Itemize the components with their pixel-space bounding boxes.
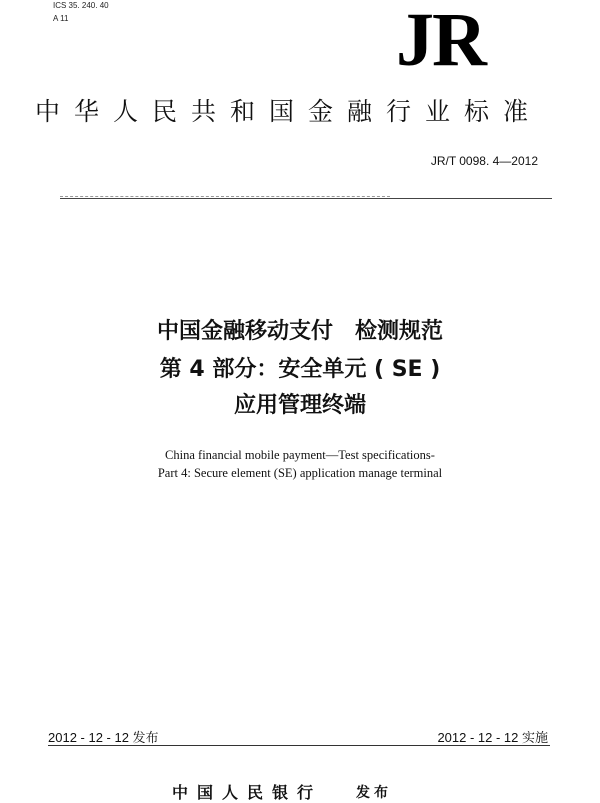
english-title-line-1: China financial mobile payment—Test specifications- <box>165 448 435 462</box>
ics-code: ICS 35. 240. 40 <box>53 1 109 10</box>
issuing-authority: 中国人民银行 <box>172 783 323 802</box>
top-divider-dashed <box>60 196 390 197</box>
issuer-verb: 发布 <box>356 785 392 801</box>
implementation-date: 2012 - 12 - 12 实施 <box>437 730 548 745</box>
top-divider <box>60 198 552 199</box>
ccs-code: A 11 <box>53 14 69 23</box>
chinese-title-line-1: 中国金融移动支付 检测规范 <box>156 319 443 344</box>
jr-logo: JR <box>396 0 485 82</box>
english-title-line-2: Part 4: Secure element (SE) application manage terminal <box>157 466 443 480</box>
standard-number: JR/T 0098. 4—2012 <box>430 154 538 168</box>
publish-date: 2012 - 12 - 12 发布 <box>48 730 159 745</box>
bottom-divider <box>48 745 550 746</box>
standard-title: 中华人民共和国金融行业标准 <box>35 97 543 126</box>
chinese-title-line-2: 第 4 部分：安全单元 ( SE ) <box>159 357 441 382</box>
chinese-title-line-3: 应用管理终端 <box>233 393 366 418</box>
